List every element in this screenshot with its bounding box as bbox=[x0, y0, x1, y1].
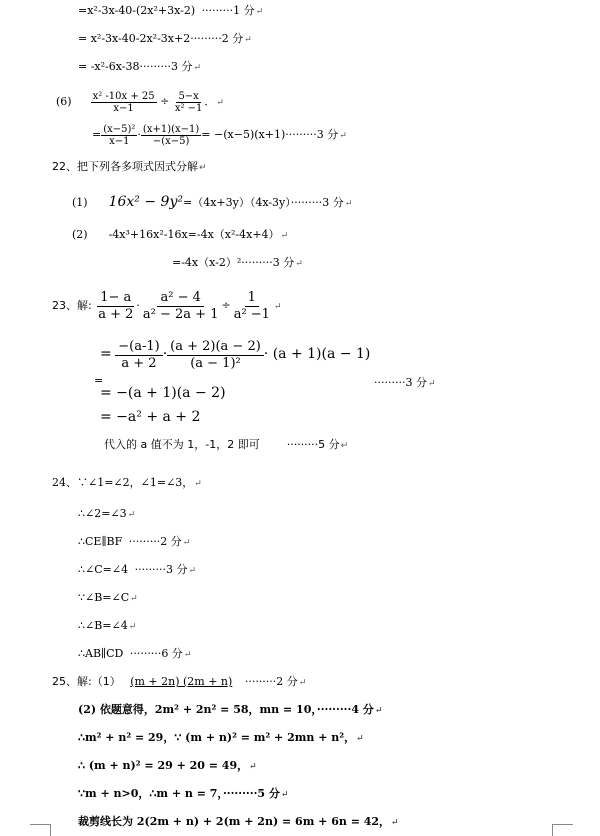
question-24-line-7 bbox=[78, 647, 191, 662]
question-25-line-1 bbox=[52, 675, 306, 690]
paragraph-mark-icon: ↵ bbox=[128, 622, 137, 632]
expression: 16x² − 9y² bbox=[108, 194, 183, 210]
paragraph-mark-icon: ↵ bbox=[255, 7, 264, 17]
paragraph-mark-icon: ↵ bbox=[273, 302, 282, 312]
score: ·········5 分 bbox=[286, 438, 340, 451]
score: ·········3 分 bbox=[139, 60, 193, 73]
part-label: (1) bbox=[72, 196, 88, 209]
numerator: 1− a bbox=[97, 290, 134, 307]
denominator: (a − 1)² bbox=[190, 355, 241, 371]
question-23-step-3 bbox=[100, 408, 200, 426]
fraction bbox=[140, 290, 222, 323]
paragraph-mark-icon: ↵ bbox=[374, 706, 383, 716]
question-24-line-6 bbox=[78, 619, 136, 634]
fraction bbox=[173, 91, 205, 114]
expression: = −(a + 1)(a − 2) bbox=[100, 385, 226, 401]
denominator: x−1 bbox=[109, 135, 130, 147]
question-24-line-5 bbox=[78, 591, 138, 606]
expression: = x²-3x-40-2x²-3x+2 bbox=[78, 32, 191, 45]
question-22-part-2 bbox=[72, 228, 288, 243]
question-22-part-2-result bbox=[172, 256, 303, 271]
paragraph-mark-icon: ↵ bbox=[216, 98, 224, 108]
question-23-score-3 bbox=[374, 376, 436, 391]
fraction bbox=[101, 124, 137, 147]
answer-expression: (m + 2n) (2m + n) bbox=[130, 675, 233, 688]
question-24-line-3 bbox=[78, 535, 190, 550]
paragraph-mark-icon: ↵ bbox=[188, 566, 197, 576]
operator: · bbox=[137, 128, 141, 141]
punctuation: ． bbox=[204, 95, 216, 108]
denominator: x−1 bbox=[113, 102, 134, 114]
paragraph-mark-icon: ↵ bbox=[356, 734, 364, 744]
numerator: 1 bbox=[245, 290, 259, 307]
expression: =x²-3x-40-(2x²+3x-2) bbox=[78, 4, 196, 17]
expression: =（4x+3y）（4x-3y） bbox=[182, 196, 291, 209]
question-label: 25、解:（1） bbox=[52, 675, 121, 688]
score: ·········3 分 bbox=[374, 376, 427, 389]
paragraph-mark-icon: ↵ bbox=[182, 538, 191, 548]
score: ·········2 分 bbox=[190, 32, 244, 45]
paragraph-mark-icon: ↵ bbox=[339, 131, 347, 141]
score: ·········3 分 bbox=[285, 128, 339, 141]
question-25-line-2 bbox=[78, 703, 382, 718]
page-corner-mark-right bbox=[552, 824, 573, 836]
fraction bbox=[115, 339, 162, 372]
score: ·········5 分 bbox=[222, 787, 280, 800]
paragraph-mark-icon: ↵ bbox=[280, 790, 289, 800]
numerator: (x+1)(x−1) bbox=[142, 123, 200, 135]
numerator: x² -10x + 25 bbox=[92, 90, 155, 102]
fraction bbox=[91, 91, 157, 114]
expression: · (a + 1)(a − 1) bbox=[263, 346, 371, 362]
score: ·········6 分 bbox=[129, 647, 183, 660]
paragraph-mark-icon: ↵ bbox=[427, 379, 436, 389]
expression: = -x²-6x-38 bbox=[78, 60, 140, 73]
operator: ÷ bbox=[221, 299, 231, 312]
statement: ∴∠2=∠3 bbox=[78, 507, 127, 520]
denominator: a + 2 bbox=[121, 355, 157, 371]
statement: ∴CE∥BF bbox=[78, 535, 123, 548]
equals: = bbox=[94, 374, 104, 387]
numerator: a² − 4 bbox=[157, 290, 203, 307]
paragraph-mark-icon: ↵ bbox=[298, 678, 307, 688]
paragraph-mark-icon: ↵ bbox=[280, 231, 289, 241]
paragraph-mark-icon: ↵ bbox=[183, 650, 192, 660]
statement: ∴AB∥CD bbox=[78, 647, 124, 660]
line-3 bbox=[78, 60, 201, 75]
paragraph-mark-icon: ↵ bbox=[130, 594, 138, 604]
question-23-step-2 bbox=[100, 384, 226, 402]
paragraph-mark-icon: ↵ bbox=[127, 510, 136, 520]
page-corner-mark-left bbox=[30, 824, 51, 836]
statement: 24、∵∠1=∠2，∠1=∠3， bbox=[52, 476, 194, 489]
part-label: (2) bbox=[72, 228, 88, 241]
expression: = −(x−5)(x+1) bbox=[201, 128, 286, 141]
score: ·········1 分 bbox=[201, 4, 255, 17]
statement: ∴m² + n² = 29，∵ (m + n)² = m² + 2mn + n²， bbox=[78, 731, 356, 744]
numerator: 5−x bbox=[178, 90, 199, 102]
question-24-line-4 bbox=[78, 563, 196, 578]
paragraph-mark-icon: ↵ bbox=[249, 762, 257, 772]
expression: =-4x（x-2）² bbox=[172, 256, 242, 269]
equals: = bbox=[100, 346, 112, 362]
expression: -4x³+16x²-16x=-4x（x²-4x+4） bbox=[108, 228, 280, 241]
question-24-line-1 bbox=[52, 476, 202, 491]
score: ·········2 分 bbox=[128, 535, 182, 548]
question-6-solution: = $\frac{\text{(x−5)²}}{x-1}$ · $\frac{(x+1)(x-1)}{-(x-5)}$ = −(x−5)(x+1)·········3 分↵ bbox=[92, 123, 347, 147]
denominator: a² − 2a + 1 bbox=[142, 306, 219, 322]
statement: ∵∠B=∠C bbox=[78, 591, 130, 604]
denominator: a² −1 bbox=[233, 306, 270, 322]
numerator: (x−5)² bbox=[103, 123, 136, 135]
denominator: a + 2 bbox=[98, 306, 134, 322]
question-25-line-3 bbox=[78, 731, 364, 746]
statement: 裁剪线长为 2(2m + n) + 2(m + 2n) = 6m + 6n = 42， bbox=[78, 815, 391, 828]
statement: ∴∠B=∠4 bbox=[78, 619, 128, 632]
paragraph-mark-icon: ↵ bbox=[193, 63, 201, 73]
score: ·········4 分 bbox=[316, 703, 374, 716]
operator: ÷ bbox=[160, 95, 170, 108]
question-25-line-5 bbox=[78, 787, 288, 802]
paragraph-mark-icon: ↵ bbox=[391, 818, 399, 828]
numerator: −(a-1) bbox=[115, 339, 162, 356]
numerator: (a + 2)(a − 2) bbox=[167, 339, 264, 356]
paragraph-mark-icon: ↵ bbox=[244, 35, 252, 45]
operator: · bbox=[162, 346, 168, 362]
operator: · bbox=[136, 299, 140, 312]
statement: ∴ (m + n)² = 29 + 20 = 49， bbox=[78, 759, 249, 772]
paragraph-mark-icon: ↵ bbox=[194, 479, 202, 489]
score: ·········3 分 bbox=[241, 256, 295, 269]
paragraph-mark-icon: ↵ bbox=[295, 259, 303, 269]
fraction bbox=[167, 339, 264, 372]
denominator: x² −1 bbox=[174, 102, 203, 114]
statement: ∵m + n>0，∴m + n = 7， bbox=[78, 787, 223, 800]
question-23-step-1 bbox=[100, 334, 370, 375]
question-25-line-4 bbox=[78, 759, 257, 774]
question-6 bbox=[56, 90, 224, 115]
question-22-title bbox=[52, 160, 207, 175]
denominator: −(x−5) bbox=[152, 135, 190, 147]
paragraph-mark-icon: ↵ bbox=[340, 441, 349, 451]
fraction bbox=[95, 290, 136, 323]
note-text: 代入的 a 值不为 1，-1，2 即可 bbox=[104, 438, 260, 451]
score: ·········3 分 bbox=[290, 196, 344, 209]
score: ·········3 分 bbox=[134, 563, 188, 576]
fraction bbox=[231, 290, 273, 323]
paragraph-mark-icon: ↵ bbox=[199, 163, 207, 173]
question-23 bbox=[52, 286, 282, 327]
expression: = −a² + a + 2 bbox=[100, 409, 201, 425]
statement: ∴∠C=∠4 bbox=[78, 563, 129, 576]
score: ·········2 分 bbox=[244, 675, 298, 688]
question-label: (6) bbox=[56, 95, 72, 108]
question-label: 23、解: bbox=[52, 299, 92, 312]
question-22-part-1 bbox=[72, 192, 352, 214]
question-title: 22、把下列各多项式因式分解 bbox=[52, 160, 198, 173]
question-24-line-2 bbox=[78, 507, 135, 522]
fraction bbox=[141, 124, 201, 147]
line-2 bbox=[78, 32, 252, 47]
question-25-line-6 bbox=[78, 815, 399, 830]
statement: (2) 依题意得，2m² + 2n² = 58，mn = 10， bbox=[78, 703, 317, 716]
line-1 bbox=[78, 4, 263, 19]
paragraph-mark-icon: ↵ bbox=[344, 199, 353, 209]
question-23-note bbox=[104, 438, 348, 453]
